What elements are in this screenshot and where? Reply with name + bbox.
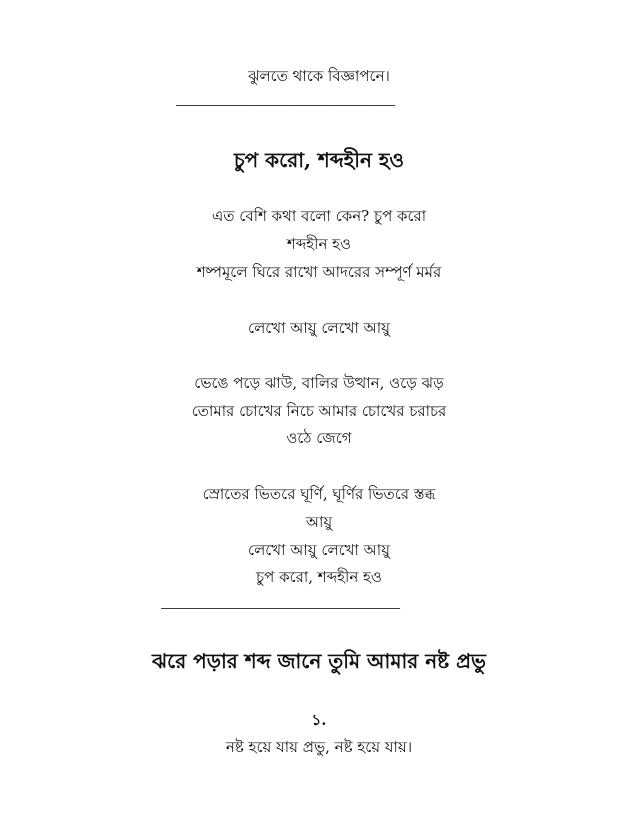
poem-1-line: ওঠে জেগে — [286, 429, 352, 447]
poem-1-line: স্রোতের ভিতরে ঘূর্ণি, ঘূর্ণির ভিতরে স্তব্ধ — [202, 485, 436, 503]
poem-2-title: ঝরে পড়ার শব্দ জানে তুমি আমার নষ্ট প্রভু — [152, 649, 486, 673]
poem-1-line: তোমার চোখের নিচে আমার চোখের চরাচর — [191, 402, 447, 420]
poem-1-line: ভেঙে পড়ে ঝাউ, বালির উত্থান, ওড়ে ঝড় — [194, 374, 444, 392]
poem-1-line: লেখো আয়ু লেখো আয়ু — [248, 319, 390, 337]
top-line: ঝুলতে থাকে বিজ্ঞাপনে। — [248, 67, 390, 85]
poem-1-line: শষ্পমূলে ঘিরে রাখো আদরের সম্পূর্ণ মর্মর — [196, 263, 442, 281]
divider-2: ———————————————————————————————————— — [161, 601, 400, 615]
poem-1-line: এত বেশি কথা বলো কেন? চুপ করো — [211, 207, 427, 225]
poem-1-line: চুপ করো, শব্দহীন হও — [256, 568, 382, 586]
poem-2-line: নষ্ট হয়ে যায় প্রভু, নষ্ট হয়ে যায়। — [225, 738, 413, 756]
poem-1-line: শব্দহীন হও — [286, 235, 352, 253]
poem-1-line: লেখো আয়ু লেখো আয়ু — [248, 541, 390, 559]
poem-1-line: আয়ু — [305, 513, 333, 531]
divider-1: ————————————————————————————————— — [176, 98, 395, 112]
section-number: ১. — [311, 711, 327, 729]
poem-1-title: চুপ করো, শব্দহীন হও — [233, 148, 405, 172]
